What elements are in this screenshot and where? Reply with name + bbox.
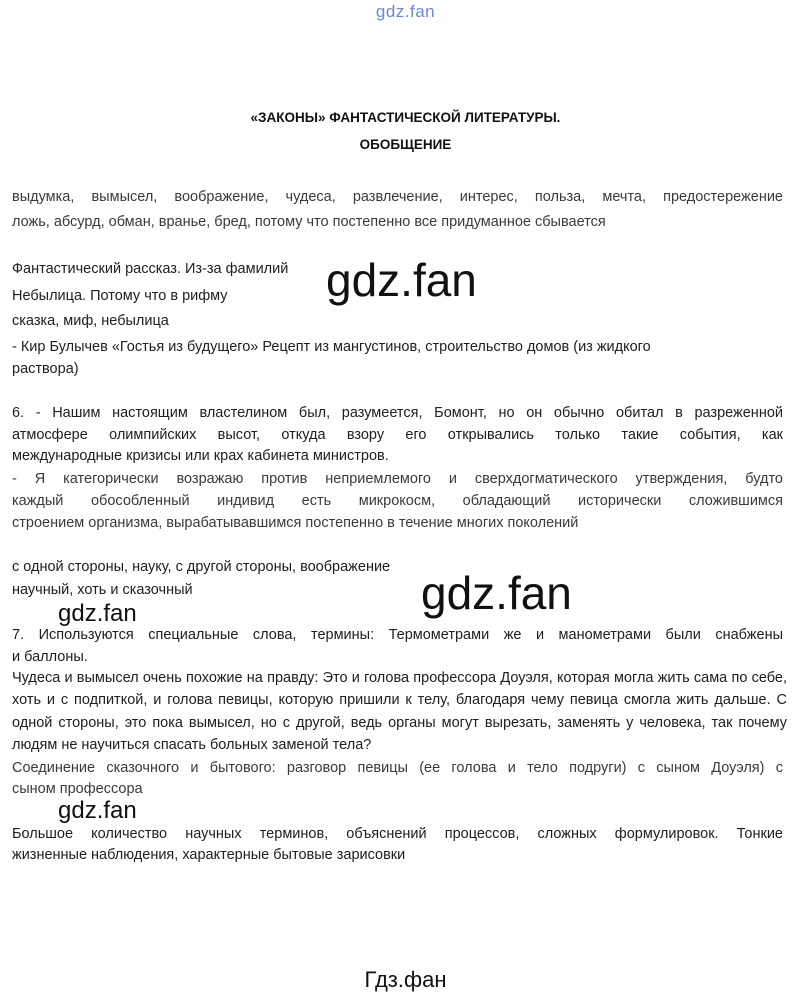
text-line: 7. Используются специальные слова, термины: Термометрами же и манометрами были снабжены [12,627,783,643]
watermark: gdz.fan [326,254,477,306]
text-line: научный, хоть и сказочный [12,582,193,598]
text-line: и баллоны. [12,649,88,665]
text-line: жизненные наблюдения, характерные бытовые зарисовки [12,847,406,863]
top-watermark: gdz.fan [375,2,436,21]
watermark: gdz.fan [421,567,572,619]
text-line: сказка, миф, небылица [12,313,169,329]
text-line: сыном профессора [12,781,143,797]
text-line: строением организма, вырабатывавшимся постепенно в течение многих поколений [12,515,579,531]
watermark: gdz.fan [58,600,137,627]
text-line: каждый обособленный индивид есть микрокосм, обладающий исторически сложившимся [12,493,783,509]
text-line: Соединение сказочного и бытового: разговор певицы (ее голова и тело подруги) с сыном Доуэля) с [12,760,783,776]
text-line: - Я категорически возражаю против неприемлемого и сверхдогматического утверждения, будто [12,471,783,487]
text-line: атмосфере олимпийских высот, откуда взору его открывались только такие события, как [12,427,783,443]
text-line: Большое количество научных терминов, объяснений процессов, сложных формулировок. Тонкие [12,826,783,842]
page-title: «ЗАКОНЫ» ФАНТАСТИЧЕСКОЙ ЛИТЕРАТУРЫ. [250,110,561,125]
watermark: gdz.fan [58,797,137,824]
text-paragraph: Чудеса и вымысел очень похожие на правду: Это и голова профессора Доуэля, которая могла жить сама по себе, хоть и с подпиткой, и голова певицы, которую пришили к телу, благодаря чему певица смогла жить дальше. С одной стороны, это пока вымысел, но с другой, ведь органы могут вырезать, заменять у человека, так почему людям не научиться спасать больных заменой тела? [12,670,787,754]
text-line: 6. - Нашим настоящим властелином был, разумеется, Бомонт, но он обычно обитал в разреженной [12,405,783,421]
text-line: Фантастический рассказ. Из-за фамилий [12,261,289,277]
text-line: выдумка, вымысел, воображение, чудеса, развлечение, интерес, польза, мечта, предостережение [12,189,783,205]
text-line: раствора) [12,361,79,377]
text-line: с одной стороны, науку, с другой стороны, воображение [12,559,391,575]
text-line: - Кир Булычев «Гостья из будущего» Рецепт из мангустинов, строительство домов (из жидкого [12,339,651,355]
footer-text: Гдз.фан [364,967,447,992]
text-line: ложь, абсурд, обман, вранье, бред, потому что постепенно все придуманное сбывается [12,214,606,230]
text-line: международные кризисы или крах кабинета министров. [12,448,389,464]
text-line: Небылица. Потому что в рифму [12,288,228,304]
page-subtitle: ОБОБЩЕНИЕ [359,137,452,152]
